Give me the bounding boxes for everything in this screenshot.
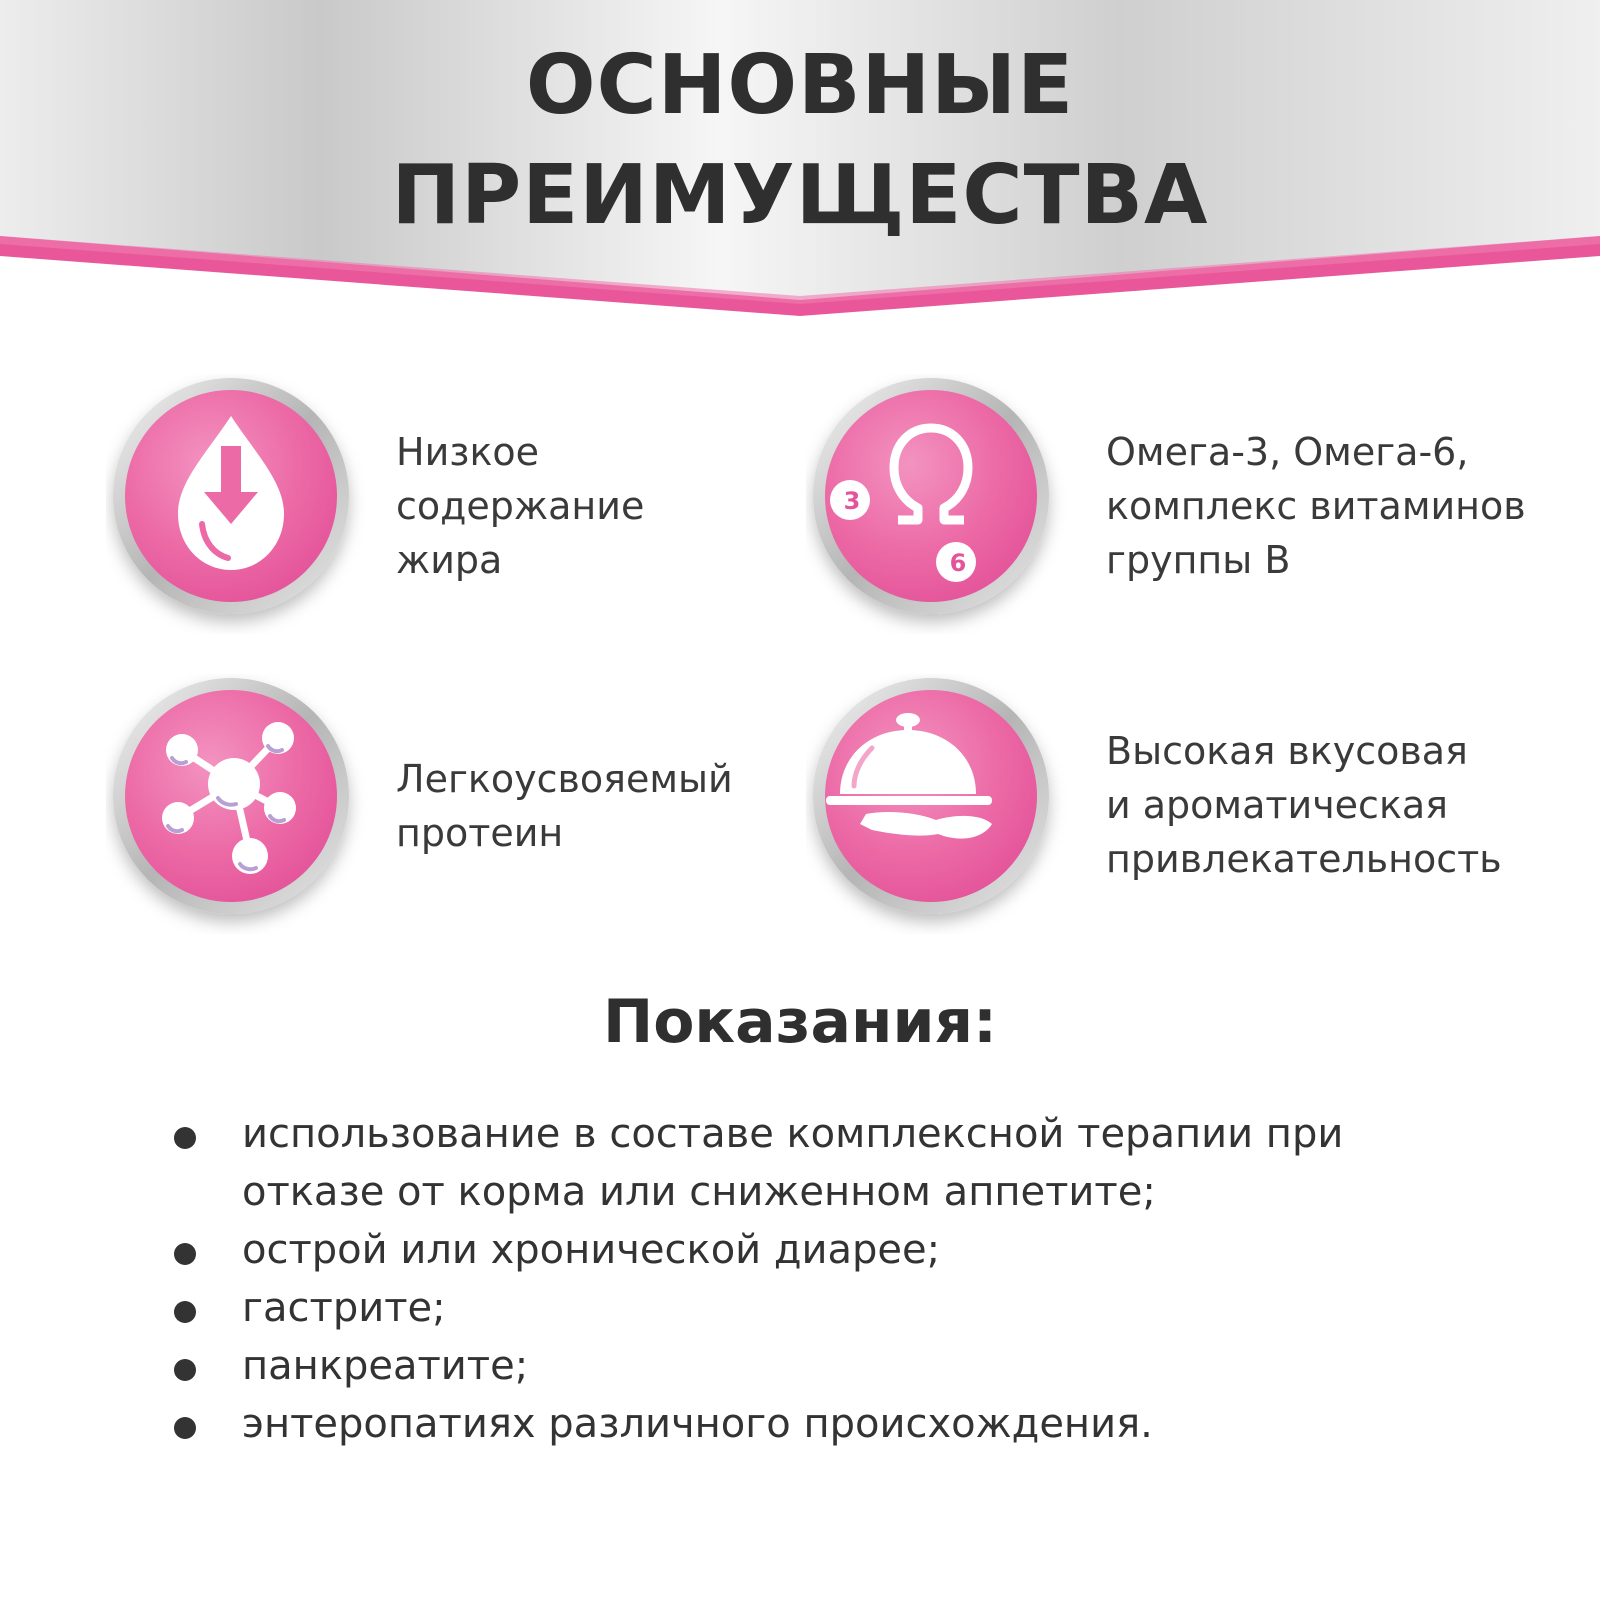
feature-palatability <box>806 674 1066 934</box>
omega-6-badge: 6 <box>949 549 967 577</box>
fat-drop-down-icon <box>106 374 366 634</box>
bullet-icon <box>174 1301 196 1323</box>
list-item: использование в составе комплексной терапии при отказе от корма или сниженном аппетите; <box>170 1105 1570 1221</box>
feature-palatability-text: Высокая вкусовая и ароматическая привлекательность <box>1106 729 1502 881</box>
list-item: острой или хронической диарее; <box>170 1221 1570 1279</box>
bullet-icon <box>174 1243 196 1265</box>
feature-low-fat <box>106 374 366 634</box>
indications-list <box>170 1105 1570 1453</box>
bullet-icon <box>174 1417 196 1439</box>
feature-omega-text: Омега-3, Омега-6, комплекс витаминов группы В <box>1106 430 1526 582</box>
page-title-line2: ПРЕИМУЩЕСТВА <box>391 148 1209 243</box>
bullet-icon <box>174 1359 196 1381</box>
feature-low-fat-text: Низкое содержание жира <box>396 430 645 582</box>
feature-omega <box>806 374 1066 634</box>
omega-icon <box>806 374 1066 634</box>
bullet-icon <box>174 1127 196 1149</box>
indications-title: Показания: <box>602 987 997 1057</box>
list-item: гастрите; <box>170 1279 1570 1337</box>
serving-cloche-icon <box>806 674 1066 934</box>
molecule-icon <box>106 674 366 934</box>
page-title-line1: ОСНОВНЫЕ <box>525 38 1075 133</box>
header-banner <box>0 0 1600 320</box>
list-item: панкреатите; <box>170 1337 1570 1395</box>
omega-3-badge: 3 <box>843 487 861 515</box>
list-item: энтеропатиях различного происхождения. <box>170 1395 1570 1453</box>
feature-protein-text: Легкоусвояемый протеин <box>396 757 733 855</box>
feature-protein <box>106 674 366 934</box>
